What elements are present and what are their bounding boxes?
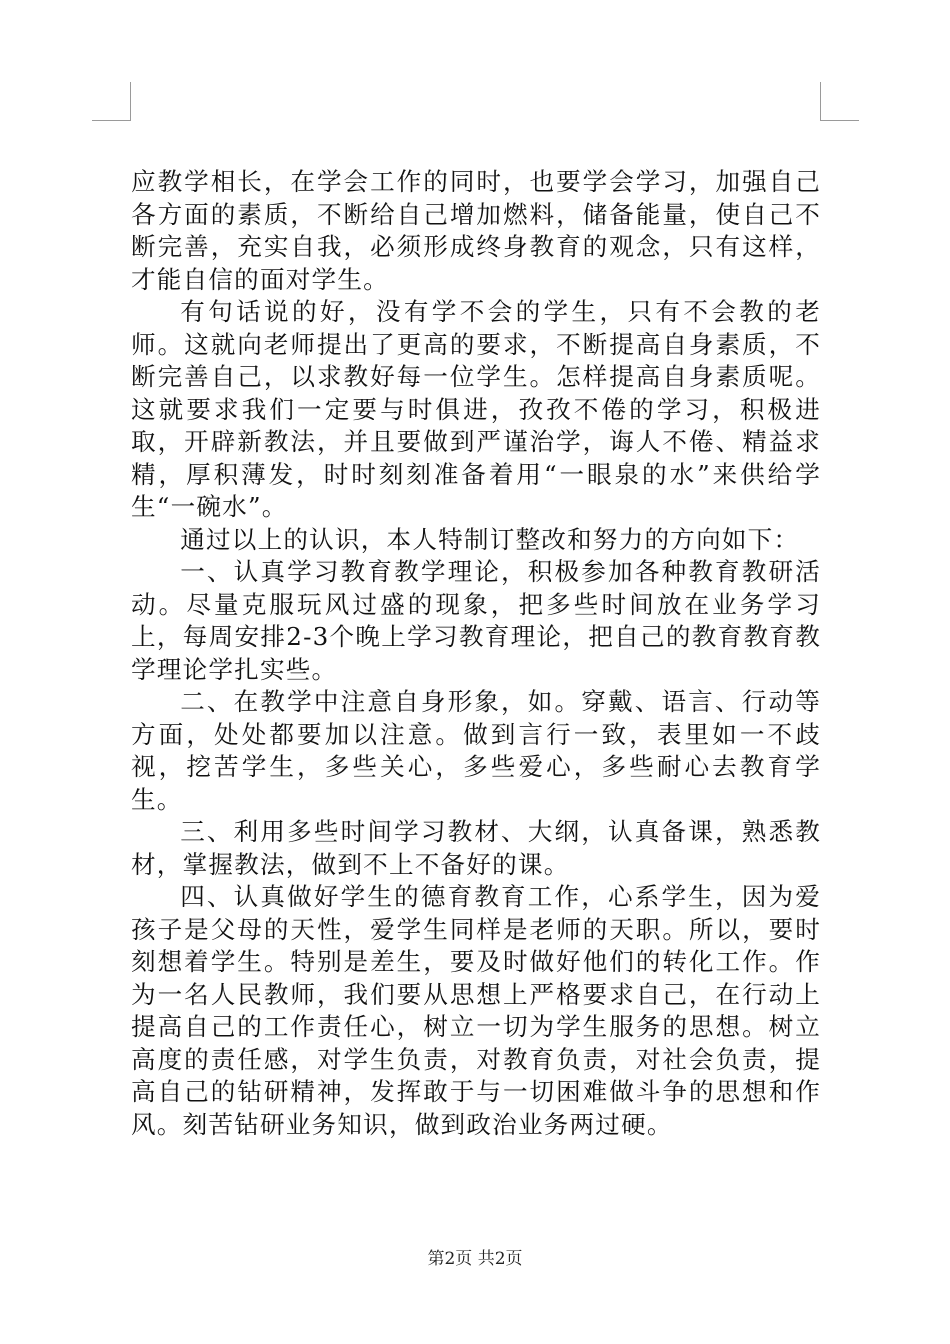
page-footer: 第2页 共2页 bbox=[427, 1249, 523, 1269]
crop-mark-top-right bbox=[820, 82, 859, 121]
paragraph-4: 一、认真学习教育教学理论，积极参加各种教育教研活动。尽量克服玩风过盛的现象，把多些时间放在业务学习上，每周安排2-3个晚上学习教育理论，把自己的教育教育教学理论学扎实些。 bbox=[131, 557, 821, 684]
paragraph-1: 应教学相长，在学会工作的同时，也要学会学习，加强自己各方面的素质，不断给自己增加燃料，储备能量，使自己不断完善，充实自我，必须形成终身教育的观念，只有这样，才能自信的面对学生。 bbox=[131, 167, 821, 294]
paragraph-6: 三、利用多些时间学习教材、大纲，认真备课，熟悉教材，掌握教法，做到不上不备好的课。 bbox=[131, 817, 821, 879]
paragraph-3: 通过以上的认识，本人特制订整改和努力的方向如下： bbox=[180, 524, 800, 554]
paragraph-7: 四、认真做好学生的德育教育工作，心系学生，因为爱孩子是父母的天性，爱学生同样是老师的天职。所以，要时刻想着学生。特别是差生，要及时做好他们的转化工作。作为一名人民教师，我们要从思想上严格要求自己，在行动上提高自己的工作责任心，树立一切为学生服务的思想。树立高度的责任感，对学生负责，对教育负责，对社会负责，提高自己的钻研精神，发挥敢于与一切困难做斗争的思想和作风。刻苦钻研业务知识，做到政治业务两过硬。 bbox=[131, 882, 821, 1139]
crop-mark-top-left bbox=[92, 82, 131, 121]
paragraph-2: 有句话说的好，没有学不会的学生，只有不会教的老师。这就向老师提出了更高的要求，不断提高自身素质，不断完善自己，以求教好每一位学生。怎样提高自身素质呢。这就要求我们一定要与时俱进，孜孜不倦的学习，积极进取，开辟新教法，并且要做到严谨治学，诲人不倦、精益求精，厚积薄发，时时刻刻准备着用“一眼泉的水”来供给学生“一碗水”。 bbox=[131, 297, 821, 521]
document-body bbox=[131, 166, 821, 1141]
paragraph-5: 二、在教学中注意自身形象，如。穿戴、语言、行动等方面，处处都要加以注意。做到言行一致，表里如一不歧视，挖苦学生，多些关心，多些爱心，多些耐心去教育学生。 bbox=[131, 687, 821, 814]
